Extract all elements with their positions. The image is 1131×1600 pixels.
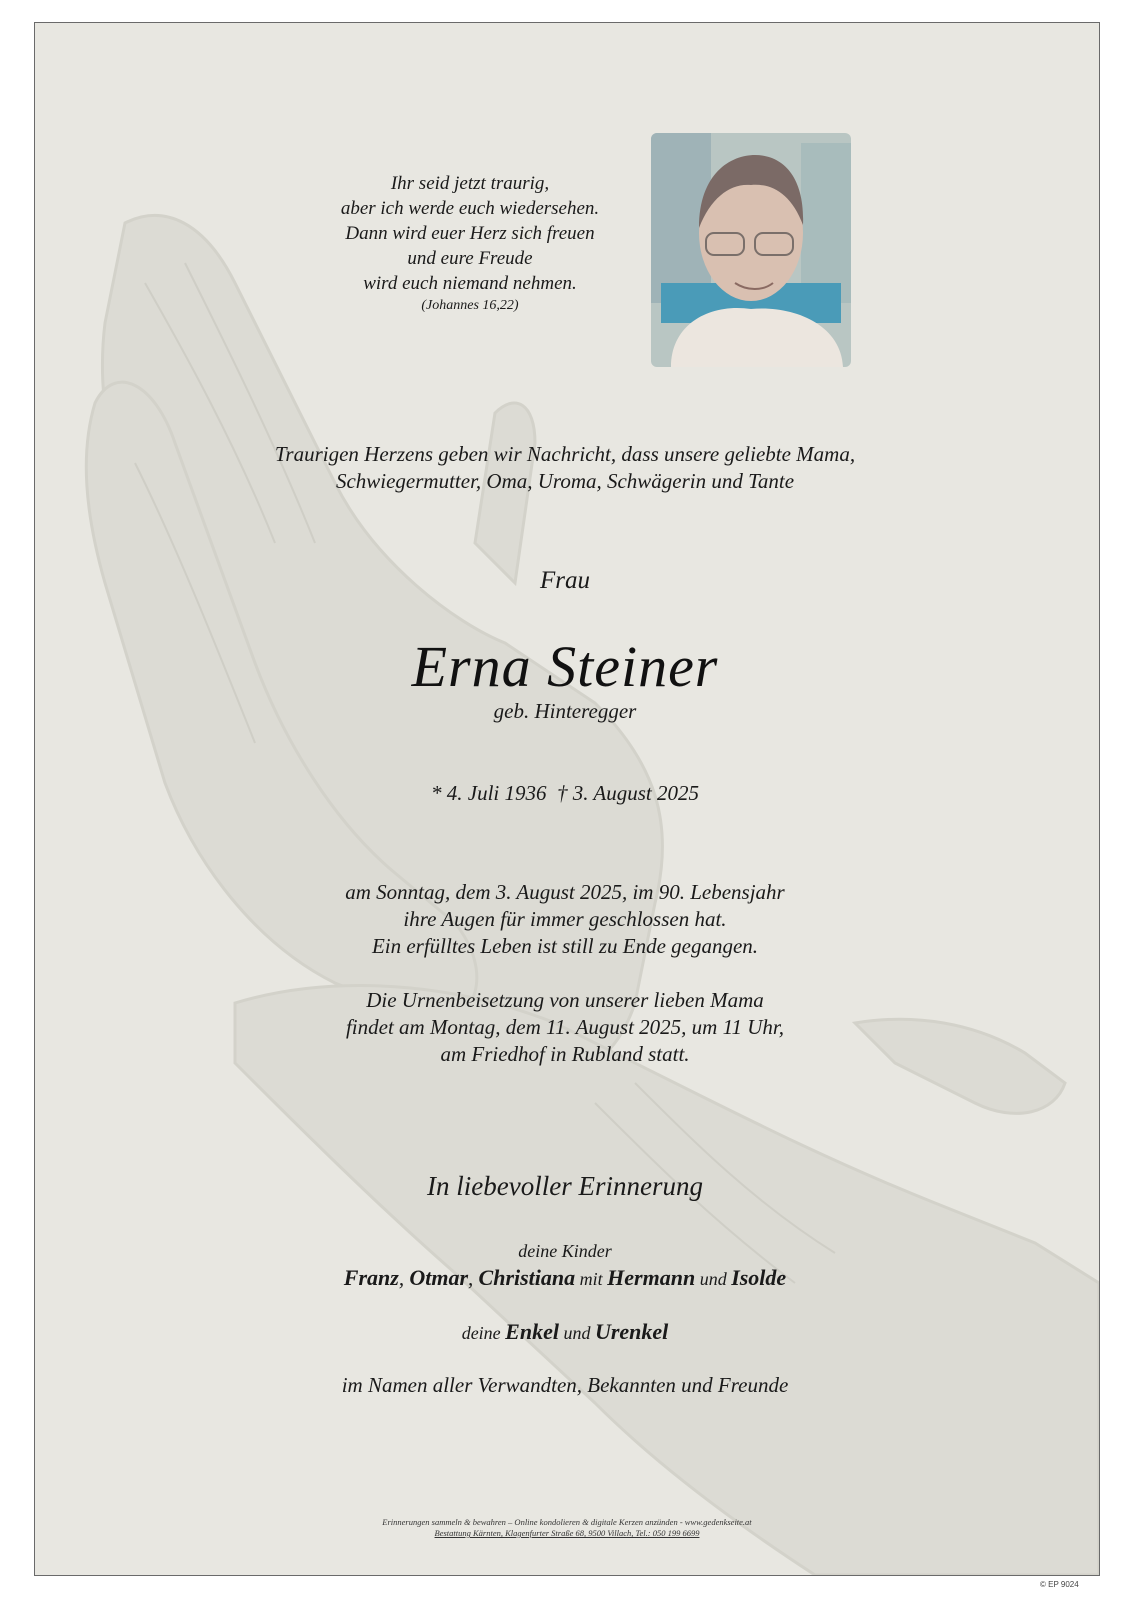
children-label: deine Kinder: [518, 1241, 612, 1261]
verse-source: (Johannes 16,22): [421, 298, 519, 313]
funeral-line-1: Die Urnenbeisetzung von unserer lieben Mama: [366, 988, 764, 1012]
death-notice-line-2: ihre Augen für immer geschlossen hat.: [403, 907, 727, 931]
intro-text: [165, 441, 965, 495]
intro-line-1: Traurigen Herzens geben wir Nachricht, dass unsere geliebte Mama,: [274, 442, 856, 466]
salutation: Frau: [540, 567, 590, 594]
print-code: © EP 9024: [1040, 1580, 1079, 1589]
maiden-name: geb. Hinteregger: [493, 699, 637, 723]
child-otmar: Otmar: [409, 1265, 469, 1290]
verse-line-2: aber ich werde euch wiedersehen.: [340, 198, 600, 219]
child-franz: Franz: [343, 1265, 399, 1290]
life-dates: * 4. Juli 1936 † 3. August 2025: [431, 781, 699, 805]
death-notice-line-3: Ein erfülltes Leben ist still zu Ende gegangen.: [371, 934, 759, 958]
children-separator-2: ,: [468, 1266, 479, 1290]
child-hermann: Hermann: [607, 1265, 696, 1290]
deceased-name: Erna Steiner: [411, 634, 719, 699]
funeral-line-2: findet am Montag, dem 11. August 2025, um 11 Uhr,: [345, 1015, 785, 1039]
footer-line-2: Bestattung Kärnten, Klagenfurter Straße 68, 9500 Villach, Tel.: 050 199 6699: [434, 1528, 700, 1538]
child-christiana: Christiana: [478, 1265, 576, 1290]
memory-heading: In liebevoller Erinnerung: [427, 1171, 703, 1201]
grandchildren: [265, 1319, 865, 1345]
grandchildren-deine: deine: [461, 1323, 506, 1343]
grandchildren-enkel: Enkel: [505, 1319, 559, 1344]
children-und: und: [695, 1269, 732, 1289]
footer-line-1: Erinnerungen sammeln & bewahren – Online kondolieren & digitale Kerzen anzünden - www.gedenkseite.at: [382, 1517, 752, 1527]
children-mit: mit: [575, 1269, 608, 1289]
portrait-photo: [651, 133, 851, 367]
child-isolde: Isolde: [731, 1265, 787, 1290]
children-separator-1: ,: [398, 1266, 410, 1290]
footer: [167, 1517, 967, 1539]
grandchildren-und: und: [558, 1323, 595, 1343]
verse-line-5: wird euch niemand nehmen.: [363, 273, 577, 294]
funeral-line-3: am Friedhof in Rubland statt.: [440, 1042, 690, 1066]
obituary-sheet: [34, 22, 1100, 1576]
children-names: [165, 1265, 965, 1291]
bible-verse: [250, 171, 690, 316]
death-notice-line-1: am Sonntag, dem 3. August 2025, im 90. Lebensjahr: [345, 880, 785, 904]
death-notice-text: [215, 879, 915, 960]
intro-line-2: Schwiegermutter, Oma, Uroma, Schwägerin und Tante: [335, 469, 795, 493]
verse-line-1: Ihr seid jetzt traurig,: [390, 173, 550, 194]
verse-line-3: Dann wird euer Herz sich freuen: [345, 223, 595, 244]
grandchildren-urenkel: Urenkel: [594, 1319, 669, 1344]
verse-line-4: und eure Freude: [407, 248, 533, 269]
funeral-details: [215, 987, 915, 1068]
closing-line: im Namen aller Verwandten, Bekannten und Freunde: [341, 1373, 789, 1397]
